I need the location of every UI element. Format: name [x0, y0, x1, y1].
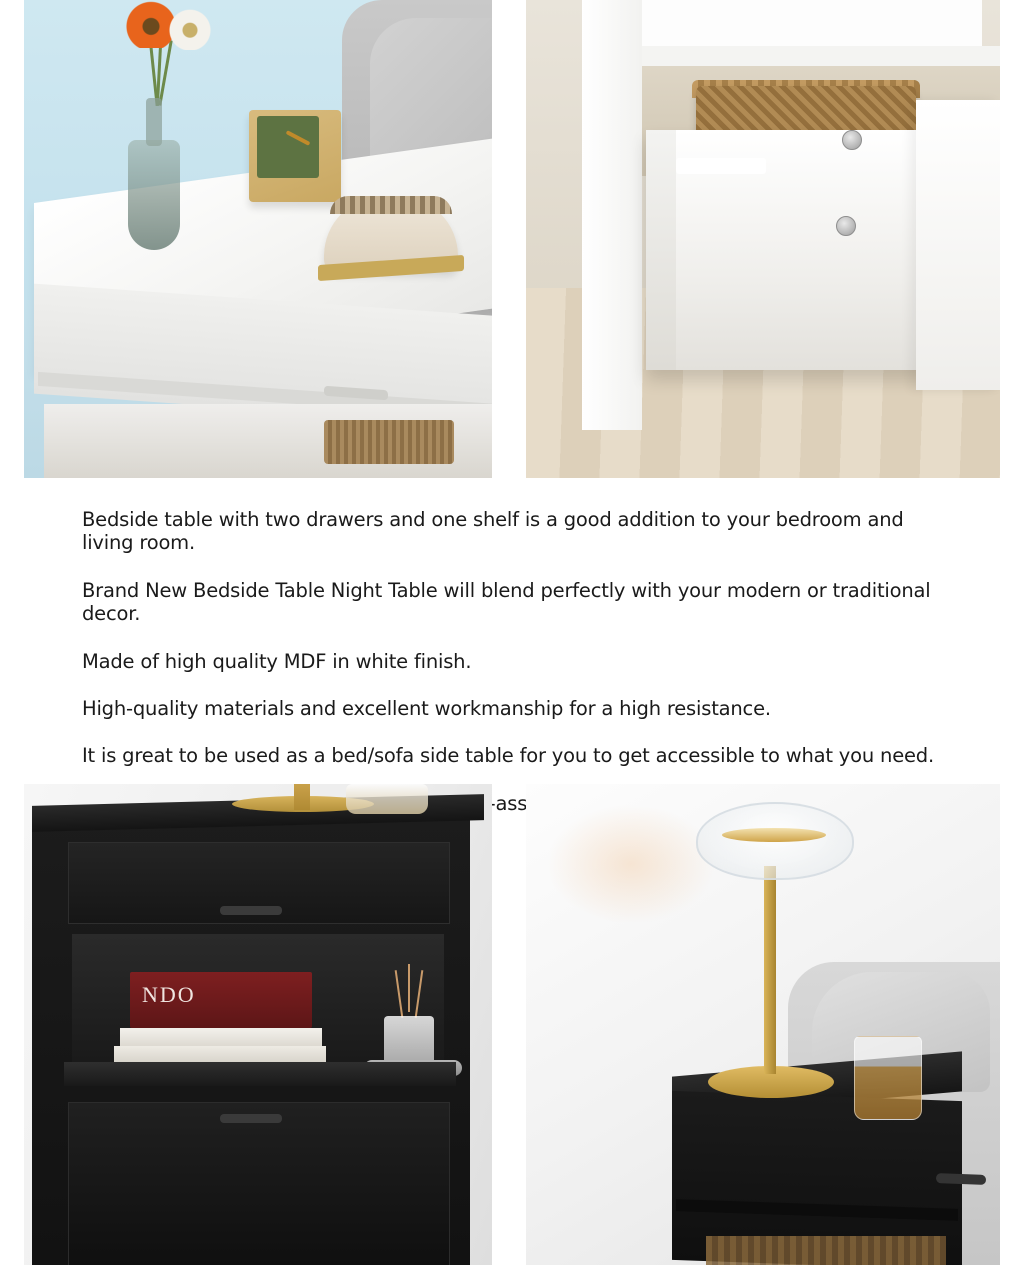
diffuser-reed	[408, 964, 410, 1012]
screw-icon	[842, 130, 862, 150]
white-book	[120, 1028, 322, 1046]
image-row-top	[0, 0, 1024, 478]
lower-drawer-handle	[220, 1114, 282, 1123]
upper-drawer-handle	[220, 906, 282, 915]
book-title-text: NDO	[142, 982, 196, 1007]
drawer-front-panel	[916, 100, 1000, 390]
feature-line-5: It is great to be used as a bed/sofa side table for you to get accessible to what you need.	[82, 744, 934, 768]
product-photo-bottom-right	[526, 784, 1000, 1265]
lower-drawer	[68, 1102, 450, 1265]
cabinet-side-panel	[582, 0, 642, 430]
feature-line-4: High-quality materials and excellent workmanship for a high resistance.	[82, 696, 771, 720]
whisky-glass	[346, 784, 428, 814]
purse-band	[330, 196, 452, 214]
rattan-basket	[324, 420, 454, 464]
product-photo-top-left	[24, 0, 492, 478]
shelf-board	[64, 1062, 456, 1086]
feature-line-3: Made of high quality MDF in white finish.	[82, 649, 472, 673]
lamp-pole	[764, 866, 776, 1074]
clock-face	[257, 116, 319, 178]
white-daisy-flower	[164, 6, 216, 50]
vase-neck	[146, 98, 162, 146]
cabinet-top	[582, 0, 982, 46]
glass-vase	[128, 140, 180, 250]
feature-line-6: self-assembly.	[456, 791, 590, 815]
feature-line-2: Brand New Bedside Table Night Table will blend perfectly with your modern or traditional decor.	[82, 578, 931, 626]
side-table-shelf-contents	[706, 1236, 946, 1265]
drawer-side-wall	[646, 130, 676, 370]
light-glow	[546, 804, 716, 924]
product-photo-bottom-left	[24, 784, 492, 1265]
whisky-tumbler	[854, 1036, 922, 1120]
wooden-clock	[249, 110, 341, 202]
screw-icon	[836, 216, 856, 236]
side-table-handle	[936, 1173, 986, 1185]
lamp-stem	[294, 784, 310, 810]
product-photo-top-right	[526, 0, 1000, 478]
lamp-light-disc	[722, 828, 826, 842]
feature-list	[0, 478, 1024, 815]
feature-line-1: Bedside table with two drawers and one shelf is a good addition to your bedroom and living room.	[82, 508, 904, 555]
cabinet-shelf	[582, 46, 1000, 66]
image-row-bottom	[0, 784, 1024, 1265]
lace-fabric	[676, 158, 766, 174]
